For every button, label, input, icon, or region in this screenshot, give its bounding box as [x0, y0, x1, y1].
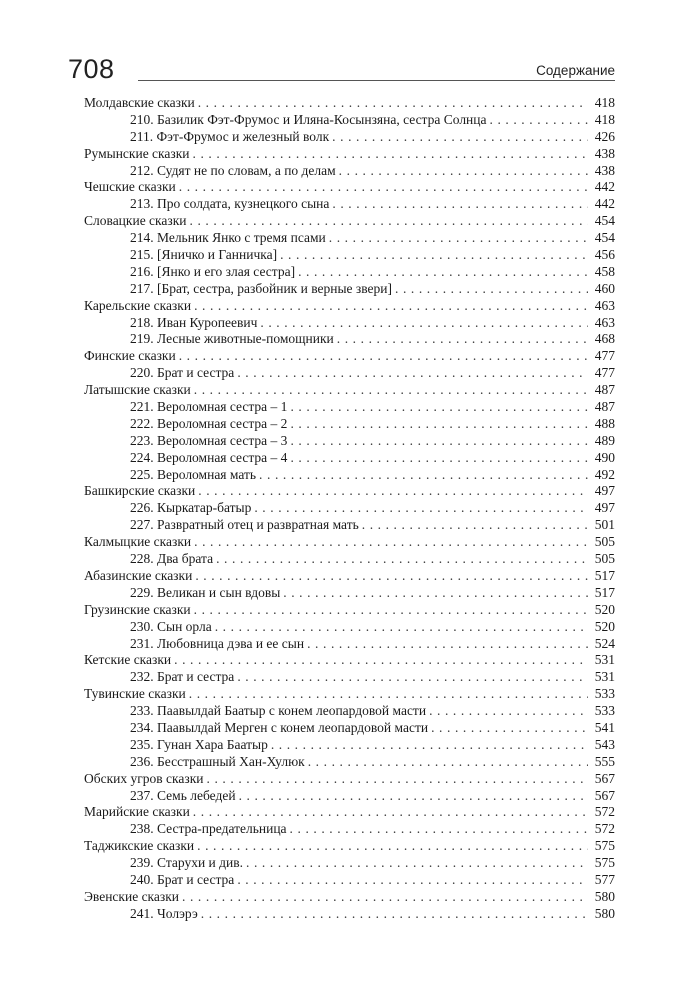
toc-section-row [84, 348, 615, 365]
toc-page-number: 438 [594, 162, 615, 178]
toc-section-title: Башкирские сказки [84, 483, 196, 499]
toc-page-number: 541 [594, 719, 615, 735]
toc-page-number: 533 [594, 703, 615, 719]
toc-page-number: 477 [594, 365, 615, 381]
toc-page-number: 524 [594, 635, 615, 651]
toc-section-title: Финские сказки [84, 348, 176, 364]
toc-section-title: Чешские сказки [84, 179, 176, 195]
toc-entry-title: 238. Сестра-предательница [130, 821, 287, 837]
dot-leader [332, 129, 588, 146]
toc-page-number: 567 [594, 787, 615, 803]
toc-page-number: 463 [594, 297, 615, 313]
toc-section-title: Эвенские сказки [84, 888, 180, 904]
toc-section-title: Таджикские сказки [84, 838, 195, 854]
toc-entry-title: 227. Развратный отец и развратная мать [130, 517, 359, 533]
dot-leader [307, 636, 588, 653]
toc-entry-row [84, 196, 615, 213]
toc-page-number: 418 [594, 95, 615, 110]
toc-entry-row [84, 247, 615, 264]
toc-page-number: 477 [594, 348, 615, 364]
toc-section-title: Словацкие сказки [84, 213, 187, 229]
toc-section-title: Обских угров сказки [84, 770, 204, 786]
toc-entry-title: 232. Брат и сестра [130, 669, 235, 685]
toc-section-row [84, 838, 615, 855]
dot-leader [246, 855, 588, 872]
section-title: Содержание [530, 63, 615, 79]
dot-leader [431, 720, 588, 737]
toc-section-row [84, 534, 615, 551]
toc-entry-row [84, 230, 615, 247]
toc-page-number: 438 [594, 145, 615, 161]
dot-leader [237, 669, 588, 686]
dot-leader [395, 281, 588, 298]
toc-entry-row [84, 129, 615, 146]
dot-leader [239, 788, 588, 805]
toc-entry-row [84, 585, 615, 602]
toc-page-number: 497 [594, 500, 615, 516]
toc-section-title: Калмыцкие сказки [84, 534, 192, 550]
toc-entry-row [84, 754, 615, 771]
toc-section-row [84, 298, 615, 315]
toc-entry-title: 221. Вероломная сестра – 1 [130, 399, 288, 415]
toc-section-title: Грузинские сказки [84, 601, 191, 617]
toc-entry-row [84, 619, 615, 636]
toc-entry-title: 225. Вероломная мать [130, 466, 257, 482]
toc-entry-row [84, 906, 615, 923]
toc-section-title: Карельские сказки [84, 297, 192, 313]
page-number: 708 [68, 54, 115, 84]
toc-entry-title: 239. Старухи и див. [130, 855, 243, 871]
toc-entry-title: 231. Любовница дэва и ее сын [130, 635, 305, 651]
toc-entry-row [84, 551, 615, 568]
dot-leader [260, 315, 588, 332]
dot-leader [189, 686, 588, 703]
dot-leader [290, 433, 588, 450]
toc-page-number: 487 [594, 399, 615, 415]
toc-section-row [84, 146, 615, 163]
toc-page-number: 418 [594, 111, 615, 127]
dot-leader [237, 872, 588, 889]
toc-section-row [84, 95, 615, 112]
toc-page-number: 456 [594, 247, 615, 263]
toc-page-number: 520 [594, 618, 615, 634]
dot-leader [215, 619, 588, 636]
dot-leader [194, 382, 588, 399]
toc-page-number: 517 [594, 584, 615, 600]
toc-page-number: 426 [594, 128, 615, 144]
toc-entry-title: 240. Брат и сестра [130, 871, 235, 887]
toc-entry-title: 222. Вероломная сестра – 2 [130, 415, 288, 431]
toc-section-title: Латышские сказки [84, 382, 191, 398]
toc-entry-title: 214. Мельник Янко с тремя псами [130, 230, 326, 246]
toc-section-title: Марийские сказки [84, 804, 190, 820]
toc-section-title: Кетские сказки [84, 652, 172, 668]
page-header [68, 54, 615, 88]
toc-entry-title: 229. Великан и сын вдовы [130, 584, 281, 600]
toc-section-row [84, 382, 615, 399]
toc-entry-title: 235. Гунан Хара Баатыр [130, 736, 268, 752]
toc-page-number: 489 [594, 432, 615, 448]
toc-entry-title: 211. Фэт-Фрумос и железный волк [130, 128, 330, 144]
toc-entry-title: 236. Бесстрашный Хан-Хулюк [130, 753, 305, 769]
toc-page-number: 505 [594, 551, 615, 567]
toc-page-number: 463 [594, 314, 615, 330]
toc-section-title: Абазинские сказки [84, 567, 193, 583]
toc-entry-title: 237. Семь лебедей [130, 787, 236, 803]
toc-entry-row [84, 399, 615, 416]
toc-entry-title: 213. Про солдата, кузнецкого сына [130, 196, 330, 212]
toc-entry-row [84, 467, 615, 484]
dot-leader [194, 602, 588, 619]
dot-leader [198, 95, 588, 112]
dot-leader [298, 264, 588, 281]
toc-entry-row [84, 365, 615, 382]
dot-leader [290, 399, 588, 416]
toc-page-number: 454 [594, 213, 615, 229]
dot-leader [271, 737, 588, 754]
toc-entry-row [84, 703, 615, 720]
dot-leader [195, 568, 588, 585]
toc-page-number: 517 [594, 567, 615, 583]
toc-entry-row [84, 163, 615, 180]
dot-leader [179, 348, 588, 365]
toc-entry-title: 224. Вероломная сестра – 4 [130, 449, 288, 465]
toc-section-row [84, 568, 615, 585]
dot-leader [193, 146, 588, 163]
toc-entry-title: 218. Иван Куропеевич [130, 314, 258, 330]
header-rule [138, 80, 615, 81]
dot-leader [197, 838, 588, 855]
dot-leader [198, 483, 588, 500]
toc-entry-row [84, 416, 615, 433]
toc-section-title: Румынские сказки [84, 145, 190, 161]
toc-page-number: 572 [594, 804, 615, 820]
toc-page-number: 577 [594, 871, 615, 887]
toc-entry-row [84, 855, 615, 872]
toc-page-number: 458 [594, 263, 615, 279]
dot-leader [193, 804, 588, 821]
toc-page-number: 454 [594, 230, 615, 246]
dot-leader [182, 889, 588, 906]
toc-entry-title: 223. Вероломная сестра – 3 [130, 432, 288, 448]
dot-leader [290, 450, 588, 467]
toc-entry-title: 220. Брат и сестра [130, 365, 235, 381]
toc-page-number: 580 [594, 888, 615, 904]
toc-page-number: 531 [594, 652, 615, 668]
toc-page-number: 442 [594, 196, 615, 212]
dot-leader [207, 771, 588, 788]
toc-page-number: 533 [594, 686, 615, 702]
toc-page-number: 505 [594, 534, 615, 550]
dot-leader [237, 365, 588, 382]
dot-leader [201, 906, 588, 923]
toc-page-number: 490 [594, 449, 615, 465]
toc-page-number: 487 [594, 382, 615, 398]
dot-leader [308, 754, 588, 771]
toc-page-number: 460 [594, 280, 615, 296]
toc-section-row [84, 804, 615, 821]
toc-entry-title: 230. Сын орла [130, 618, 212, 634]
toc-entry-row [84, 720, 615, 737]
dot-leader [339, 163, 588, 180]
toc-entry-row [84, 331, 615, 348]
toc-entry-title: 216. [Янко и его злая сестра] [130, 263, 296, 279]
toc-entry-row [84, 112, 615, 129]
toc-entry-row [84, 281, 615, 298]
dot-leader [337, 331, 588, 348]
toc-page-number: 531 [594, 669, 615, 685]
toc-page-number: 575 [594, 855, 615, 871]
dot-leader [329, 230, 588, 247]
dot-leader [174, 652, 588, 669]
toc-section-row [84, 602, 615, 619]
dot-leader [254, 500, 588, 517]
toc-entry-title: 233. Паавылдай Баатыр с конем леопардовой масти [130, 703, 427, 719]
toc-section-row [84, 213, 615, 230]
toc-page-number: 572 [594, 821, 615, 837]
toc-entry-title: 212. Судят не по словам, а по делам [130, 162, 336, 178]
toc-section-title: Молдавские сказки [84, 95, 195, 110]
toc-entry-title: 228. Два брата [130, 551, 214, 567]
toc-section-row [84, 652, 615, 669]
toc-entry-title: 226. Кыркатар-батыр [130, 500, 252, 516]
toc-entry-title: 219. Лесные животные-помощники [130, 331, 334, 347]
toc-section-row [84, 483, 615, 500]
toc-entry-row [84, 315, 615, 332]
toc-page-number: 501 [594, 517, 615, 533]
toc-entry-title: 217. [Брат, сестра, разбойник и верные звери] [130, 280, 392, 296]
toc-entry-row [84, 636, 615, 653]
toc-section-row [84, 889, 615, 906]
toc-page-number: 575 [594, 838, 615, 854]
toc-entry-title: 234. Паавылдай Мерген с конем леопардовой масти [130, 719, 429, 735]
toc-entry-row [84, 433, 615, 450]
dot-leader [259, 467, 588, 484]
toc-entry-row [84, 737, 615, 754]
dot-leader [194, 534, 588, 551]
dot-leader [429, 703, 588, 720]
dot-leader [194, 298, 588, 315]
dot-leader [179, 179, 588, 196]
toc-entry-title: 241. Чолэрэ [130, 905, 198, 921]
dot-leader [362, 517, 588, 534]
toc-page-number: 488 [594, 415, 615, 431]
toc-section-row [84, 179, 615, 196]
table-of-contents [84, 95, 615, 923]
toc-page-number: 497 [594, 483, 615, 499]
toc-page-number: 520 [594, 601, 615, 617]
toc-entry-row [84, 517, 615, 534]
toc-entry-title: 215. [Яничко и Ганничка] [130, 247, 278, 263]
toc-section-row [84, 771, 615, 788]
dot-leader [332, 196, 588, 213]
dot-leader [283, 585, 588, 602]
toc-section-row [84, 686, 615, 703]
toc-entry-row [84, 669, 615, 686]
toc-entry-row [84, 450, 615, 467]
dot-leader [216, 551, 588, 568]
toc-entry-row [84, 821, 615, 838]
toc-page-number: 543 [594, 736, 615, 752]
toc-page-number: 555 [594, 753, 615, 769]
dot-leader [290, 821, 588, 838]
dot-leader [280, 247, 588, 264]
toc-entry-row [84, 788, 615, 805]
toc-section-title: Тувинские сказки [84, 686, 186, 702]
dot-leader [290, 416, 588, 433]
toc-entry-title: 210. Базилик Фэт-Фрумос и Иляна-Косынзяна, сестра Солнца [130, 111, 487, 127]
toc-entry-row [84, 264, 615, 281]
toc-entry-row [84, 500, 615, 517]
toc-page-number: 468 [594, 331, 615, 347]
toc-page-number: 492 [594, 466, 615, 482]
toc-entry-row [84, 872, 615, 889]
dot-leader [490, 112, 589, 129]
toc-page-number: 442 [594, 179, 615, 195]
toc-page-number: 580 [594, 905, 615, 921]
toc-page-number: 567 [594, 770, 615, 786]
dot-leader [190, 213, 588, 230]
